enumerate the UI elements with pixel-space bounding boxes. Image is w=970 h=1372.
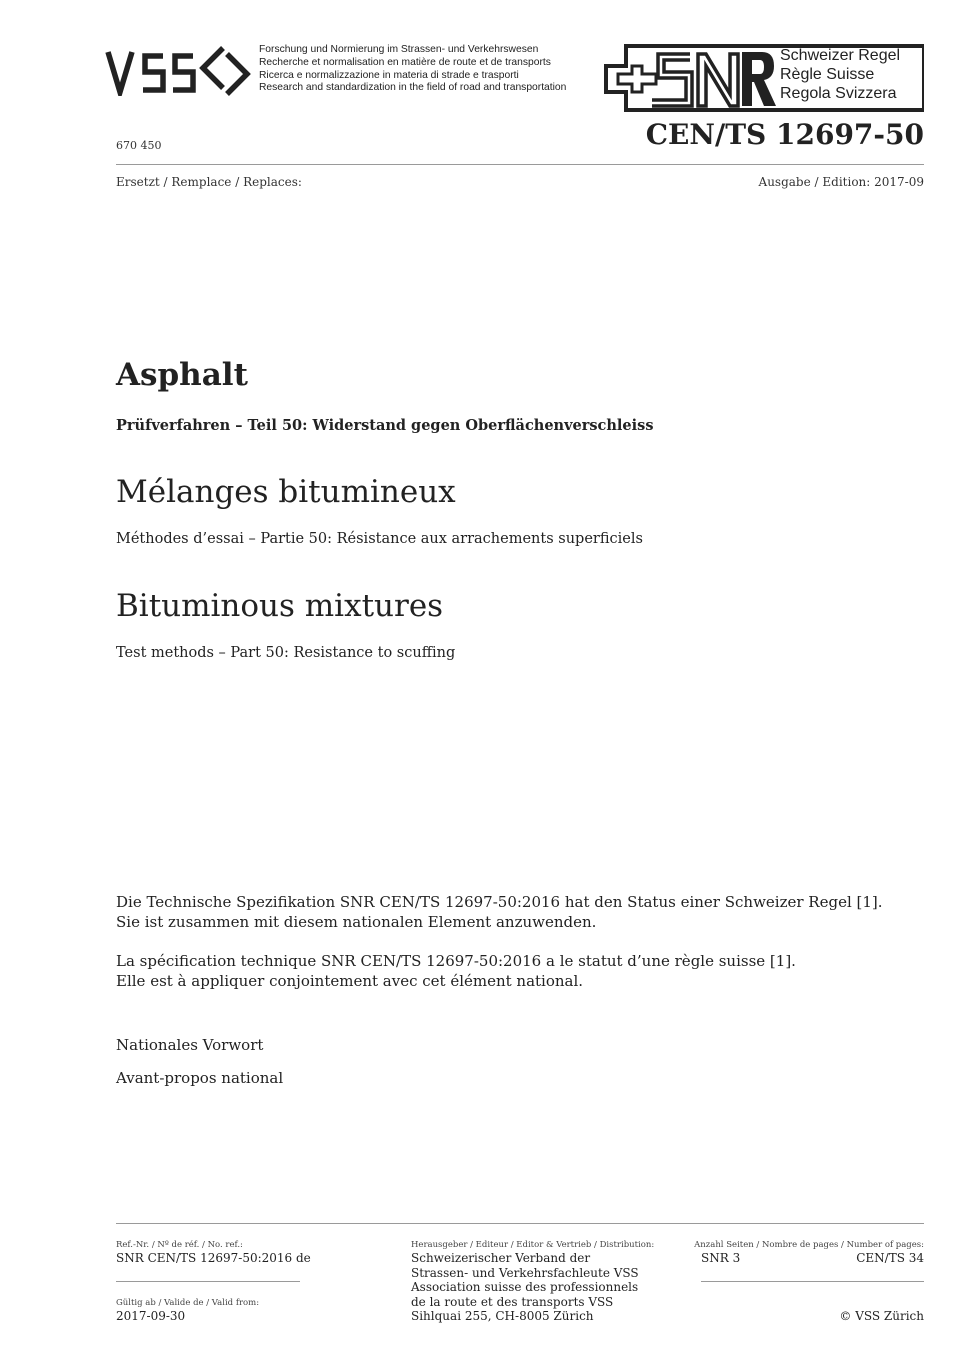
pages-snr: SNR 3 [701, 1251, 741, 1265]
title-de: Asphalt [116, 357, 248, 393]
publisher-line: Sihlquai 255, CH-8005 Zürich [411, 1309, 594, 1323]
valid-label: Gültig ab / Valide de / Valid from: [116, 1298, 260, 1308]
vss-tagline [259, 44, 566, 95]
status-de-line1: Die Technische Spezifikation SNR CEN/TS 12697-50:2016 hat den Status einer Schweizer Regel [1]. [116, 893, 883, 911]
status-fr-line2: Elle est à appliquer conjointement avec cet élément national. [116, 972, 584, 990]
document-number: 670 450 [116, 139, 162, 152]
subtitle-en: Test methods – Part 50: Resistance to scuffing [116, 645, 456, 661]
publisher-line: Strassen- und Verkehrsfachleute VSS [411, 1265, 639, 1280]
publisher-line: de la route et des transports VSS [411, 1294, 614, 1309]
vss-tagline-en: Research and standardization in the field of road and transportation [259, 82, 567, 94]
foreword-de: Nationales Vorwort [116, 1036, 264, 1054]
pages-cen: CEN/TS 34 [856, 1251, 924, 1265]
publisher-block [411, 1251, 639, 1324]
vss-tagline-de: Forschung und Normierung im Strassen- und Verkehrswesen [259, 44, 539, 55]
publisher-line: Schweizerischer Verband der [411, 1251, 591, 1265]
publisher-line: Association suisse des professionnels [411, 1280, 639, 1294]
status-fr-line1: La spécification technique SNR CEN/TS 12697-50:2016 a le statut d’une règle suisse [1]. [116, 952, 796, 970]
status-de-line2: Sie ist zusammen mit diesem nationalen Element anzuwenden. [116, 913, 597, 931]
snr-line-de: Schweizer Regel [780, 47, 901, 64]
status-statement-de [116, 892, 883, 932]
snr-logo [602, 44, 924, 114]
edition-label: Ausgabe / Edition: 2017-09 [758, 175, 924, 189]
valid-value: 2017-09-30 [116, 1309, 186, 1323]
publisher-label: Herausgeber / Editeur / Editor & Vertrieb / Distribution: [411, 1240, 655, 1250]
ref-value: SNR CEN/TS 12697-50:2016 de [116, 1251, 311, 1265]
vss-tagline-fr: Recherche et normalisation en matière de route et de transports [259, 56, 551, 68]
standard-id: CEN/TS 12697-50 [645, 118, 924, 151]
vss-logo [105, 44, 253, 96]
status-statement-fr [116, 951, 796, 991]
snr-line-fr: Règle Suisse [780, 66, 875, 83]
subtitle-de: Prüfverfahren – Teil 50: Widerstand gegen Oberflächenverschleiss [116, 417, 654, 434]
header-divider [116, 164, 924, 165]
replaces-label: Ersetzt / Remplace / Replaces: [116, 175, 302, 189]
pages-label: Anzahl Seiten / Nombre de pages / Number of pages: [694, 1240, 924, 1250]
footer-left-divider [116, 1281, 300, 1282]
ref-label: Ref.-Nr. / Nº de réf. / No. ref.: [116, 1240, 243, 1250]
vss-tagline-it: Ricerca e normalizzazione in materia di strade e trasporti [259, 69, 519, 81]
snr-line-it: Regola Svizzera [780, 85, 897, 102]
foreword-fr: Avant-propos national [116, 1069, 284, 1087]
title-fr: Mélanges bitumineux [116, 474, 456, 510]
copyright: © VSS Zürich [839, 1309, 924, 1323]
subtitle-fr: Méthodes d’essai – Partie 50: Résistance aux arrachements superficiels [116, 531, 643, 547]
footer-divider [116, 1223, 924, 1224]
footer-right-divider [701, 1281, 924, 1282]
title-en: Bituminous mixtures [116, 588, 444, 624]
